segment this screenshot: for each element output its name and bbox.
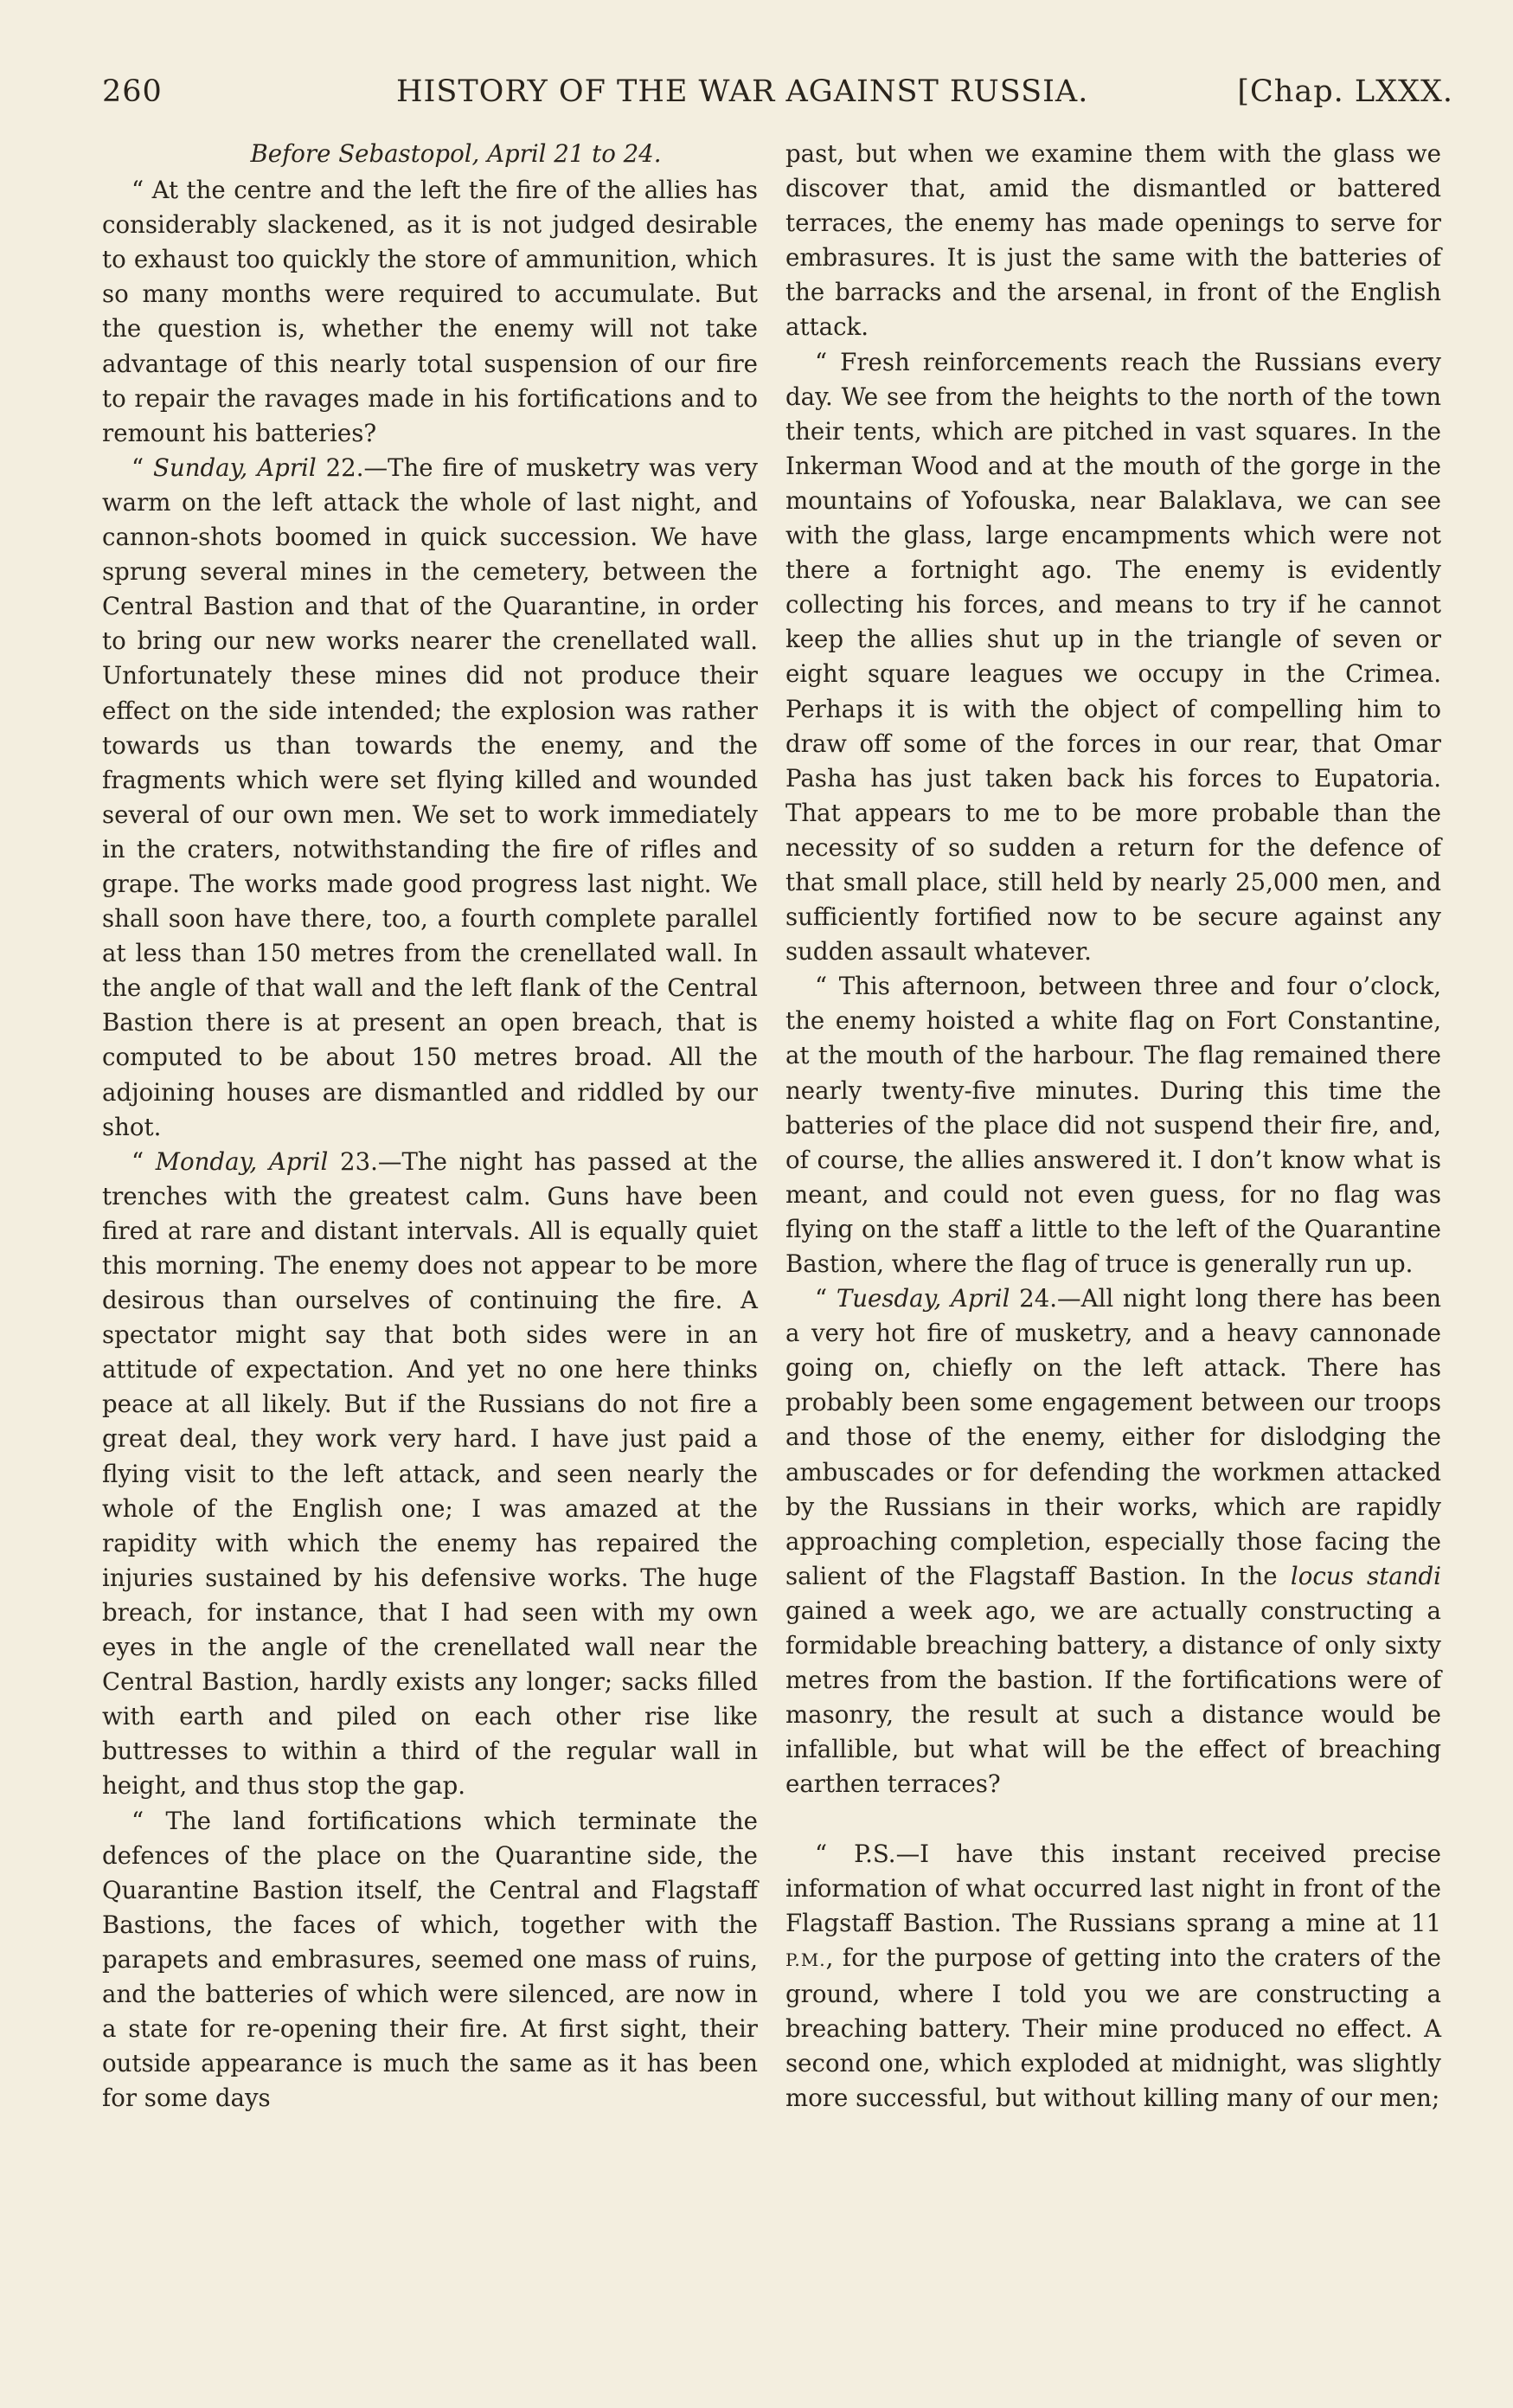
- running-head: [102, 67, 1453, 116]
- paragraph: “ At the centre and the left the fire of the allies has considerably slackened, as it is not judged desirable to exhaust too quickly the store of ammunition, which so many months were required to accumulate. But the question is, whether the enemy will not take advantage of this nearly total suspension of our fire to repair the ravages made in his fortifications and to remount his batteries?: [102, 176, 758, 447]
- latin-phrase: locus standi: [1290, 1561, 1442, 1590]
- dateline: Before Sebastopol, April 21 to 24.: [250, 139, 662, 168]
- paragraph: “ Tuesday, April 24.—All night long there has been a very hot fire of musketry, and a heavy cannonade going on, chiefly on the left attack. There has probably been some engagement between our troops and those of the enemy, either for dislodging the ambuscades or for defending the workmen attacked by the Russians in their works, which are rapidly approaching completion, especially those facing the salient of the Flagstaff Bastion. In the locus standi gained a week ago, we are actually constructing a formidable breaching battery, a distance of only sixty metres from the bastion. If the fortifications were of masonry, the result at such a distance would be infallible, but what will be the effect of breaching earthen terraces?: [785, 1284, 1442, 1799]
- right-column: [785, 137, 1441, 2116]
- entry-date: Monday, April: [155, 1146, 329, 1176]
- entry-date: Sunday, April: [153, 453, 317, 482]
- paragraph: “ Monday, April 23.—The night has passed at the trenches with the greatest calm. Guns have been fired at rare and distant intervals. All is equally quiet this morning. The enemy does not appear to be more desirous than ourselves of continuing the fire. A spectator might say that both sides were in an attitude of expectation. And yet no one here thinks peace at all likely. But if the Russians do not fire a great deal, they work very hard. I have just paid a flying visit to the left attack, and seen nearly the whole of the English one; I was amazed at the rapidity with which the enemy has repaired the injuries sustained by his defensive works. The huge breach, for instance, that I had seen with my own eyes in the angle of the crenellated wall near the Central Bastion, hardly exists any longer; sacks filled with earth and piled on each other rise like buttresses to within a third of the regular wall in height, and thus stop the gap.: [102, 1146, 758, 1801]
- time-abbrev: P.M.: [785, 1949, 826, 1970]
- left-column: [102, 137, 758, 2116]
- entry-date: Tuesday, April: [836, 1284, 1010, 1313]
- chapter-label: [Chap. LXXX.: [1237, 74, 1453, 109]
- paragraph: “ Sunday, April 22.—The fire of musketry was very warm on the left attack the whole of last night, and cannon-shots boomed in quick succession. We have sprung several mines in the cemetery, between the Central Bastion and that of the Quarantine, in order to bring our new works nearer the crenellated wall. Unfortunately these mines did not produce their effect on the side intended; the explosion was rather towards us than towards the enemy, and the fragments which were set flying killed and wounded several of our own men. We set to work immediately in the craters, notwithstanding the fire of rifles and grape. The works made good progress last night. We shall soon have there, too, a fourth complete parallel at less than 150 metres from the crenellated wall. In the angle of that wall and the left flank of the Central Bastion there is at present an open breach, that is computed to be about 150 metres broad. All the adjoining houses are dismantled and riddled by our shot.: [102, 453, 758, 1141]
- postscript-paragraph: “ P.S.—I have this instant received precise information of what occurred last night in front of the Flagstaff Bastion. The Russians sprang a mine at 11 P.M., for the purpose of getting into the craters of the ground, where I told you we are constructing a breaching battery. Their mine produced no effect. A second one, which exploded at midnight, was slightly more successful, but without killing many of our men;: [785, 1839, 1441, 2113]
- paragraph: “ The land fortifications which terminate the defences of the place on the Quarantine side, the Quarantine Bastion itself, the Central and Flagstaff Bastions, the faces of which, together with the parapets and embrasures, seemed one mass of ruins, and the batteries of which were silenced, are now in a state for re-opening their fire. At first sight, their outside appearance is much the same as it has been for some days: [102, 1806, 758, 2113]
- paragraph: “ This afternoon, between three and four o’clock, the enemy hoisted a white flag on Fort Constantine, at the mouth of the harbour. The flag remained there nearly twenty-five minutes. During this time the batteries of the place did not suspend their fire, and, of course, the allies answered it. I don’t know what is meant, and could not even guess, for no flag was flying on the staff a little to the left of the Quarantine Bastion, where the flag of truce is generally run up.: [785, 972, 1441, 1278]
- paragraph: “ Fresh reinforcements reach the Russians every day. We see from the heights to the north of the town their tents, which are pitched in vast squares. In the Inkerman Wood and at the mouth of the gorge in the mountains of Yofouska, near Balaklava, we can see with the glass, large encampments which were not there a fortnight ago. The enemy is evidently collecting his forces, and means to try if he cannot keep the allies shut up in the triangle of seven or eight square leagues we occupy in the Crimea. Perhaps it is with the object of compelling him to draw off some of the forces in our rear, that Omar Pasha has just taken back his forces to Eupatoria. That appears to me to be more probable than the necessity of so sudden a return for the defence of that small place, still held by nearly 25,000 men, and sufficiently fortified now to be secure against any sudden assault whatever.: [785, 347, 1441, 966]
- paragraph: past, but when we examine them with the glass we discover that, amid the dismantled or battered terraces, the enemy has made openings to serve for embrasures. It is just the same with the batteries of the barracks and the arsenal, in front of the English attack.: [785, 139, 1441, 342]
- page-number: 260: [102, 74, 163, 109]
- page-title: HISTORY OF THE WAR AGAINST RUSSIA.: [396, 74, 1089, 109]
